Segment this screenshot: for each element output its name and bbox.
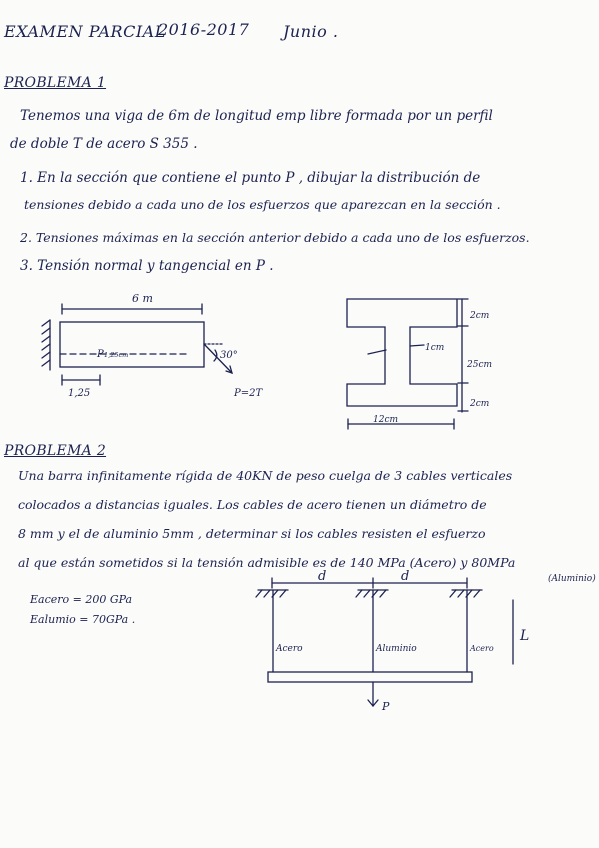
problem-1-heading: PROBLEMA 1 <box>4 75 107 91</box>
cable-right-label: Acero <box>470 644 494 653</box>
problem-2-statement-line: al que están sometidos si la tensión admisible es de 140 MPa (Acero) y 80MPa <box>18 555 516 570</box>
problem-2-statement-line: colocados a distancias iguales. Los cables de acero tienen un diámetro de <box>18 497 487 512</box>
beam-span-label: 6 m <box>132 292 153 305</box>
problem-1-item: 2. Tensiones máximas en la sección anterior debido a cada uno de los esfuerzos. <box>20 230 530 245</box>
problem-2-statement-line: Una barra infinitamente rígida de 40KN de peso cuelga de 3 cables verticales <box>18 468 513 483</box>
steel-modulus: Eacero = 200 GPa <box>30 593 133 606</box>
point-p-sub-label: 1,25cm <box>104 351 129 359</box>
top-flange-label: 2cm <box>470 311 490 321</box>
problem-1-statement-line: de doble T de acero S 355 . <box>10 136 198 152</box>
rigid-bar-figure <box>256 578 513 706</box>
exam-year: 2016-2017 <box>158 20 250 39</box>
problem-2-statement-line: (Aluminio) <box>548 574 596 584</box>
bottom-flange-label: 2cm <box>470 399 490 409</box>
point-distance-label: 1,25 <box>68 388 91 399</box>
angle-label: 30° <box>220 350 238 361</box>
cable-left-label: Acero <box>276 644 303 654</box>
exam-title: EXAMEN PARCIAL <box>4 22 166 41</box>
section-width-label: 12cm <box>373 415 399 425</box>
distance-d-right: d <box>401 569 410 584</box>
beam-load-label: P=2T <box>234 388 263 399</box>
bar-load-label: P <box>382 700 390 713</box>
aluminium-modulus: Ealumio = 70GPa . <box>30 613 136 626</box>
cantilever-beam-figure <box>42 304 232 385</box>
cable-length-label: L <box>520 628 530 644</box>
problem-1-item: 1. En la sección que contiene el punto P , dibujar la distribución de <box>20 170 481 186</box>
problem-1-item: tensiones debido a cada uno de los esfuerzos que aparezcan en la sección . <box>24 197 501 212</box>
section-height-label: 25cm <box>467 360 493 370</box>
point-p-label: P <box>97 349 104 360</box>
problem-1-statement-line: Tenemos una viga de 6m de longitud emp libre formada por un perfil <box>20 108 493 124</box>
exam-month: Junio . <box>283 22 339 41</box>
web-thickness-label: 1cm <box>425 343 445 353</box>
cable-middle-label: Aluminio <box>376 644 417 654</box>
problem-2-statement-line: 8 mm y el de aluminio 5mm , determinar si los cables resisten el esfuerzo <box>18 526 486 541</box>
distance-d-left: d <box>318 569 327 584</box>
problem-2-heading: PROBLEMA 2 <box>4 443 107 459</box>
i-section-figure <box>347 299 468 429</box>
problem-1-item: 3. Tensión normal y tangencial en P . <box>20 258 274 274</box>
